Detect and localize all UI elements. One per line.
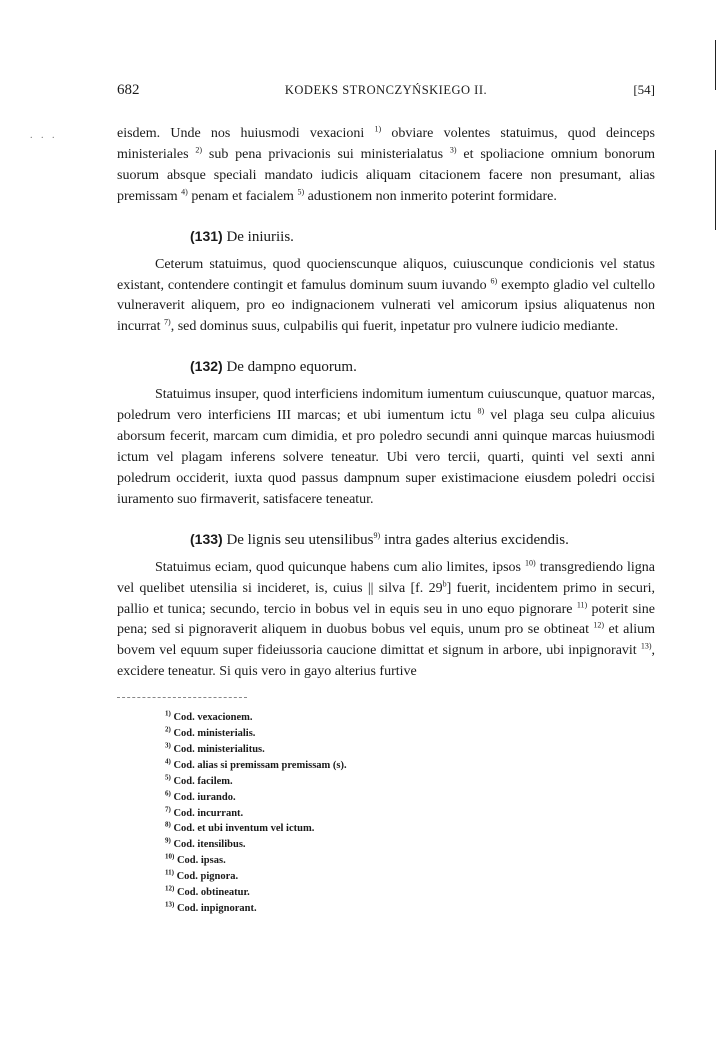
footnote-mark: 2) — [165, 725, 171, 734]
text-run: Ceterum statuimus, quod quocienscunque aliquos, cuiuscunque condicionis vel status existant, contendere contingit et famulus dominum suum iuvando — [117, 256, 655, 293]
stray-margin-dots: . . . — [30, 130, 58, 141]
footnote-item — [165, 901, 655, 917]
footnote-text: Cod. facilem. — [170, 775, 233, 787]
scan-edge-mark-mid — [715, 150, 716, 230]
text-run: penam et facialem — [187, 188, 298, 204]
footnote-mark: 10) — [165, 852, 175, 861]
footnote-text: Cod. et ubi inventum vel ictum. — [170, 823, 315, 835]
footnote-mark: 7) — [165, 805, 171, 814]
paragraph-132 — [117, 385, 655, 510]
footnote-item — [165, 726, 655, 742]
footnote-mark: 11) — [165, 868, 174, 877]
paragraph-continuation — [117, 124, 655, 208]
footnote-ref: 12) — [593, 620, 605, 630]
heading-number: (133) — [190, 530, 223, 547]
footnote-ref: 11) — [576, 599, 588, 609]
paragraph-131 — [117, 255, 655, 339]
text-run: eisdem. Unde nos huiusmodi vexacioni — [117, 126, 375, 141]
footnote-text: Cod. inpignorant. — [174, 903, 257, 914]
heading-title: De dampno equorum. — [226, 359, 357, 376]
main-text — [117, 124, 655, 683]
footnote-ref: 8) — [477, 406, 485, 416]
text-run: , sed dominus suus, culpabilis qui fuerit, inpetatur pro vulnere iudicio mediante. — [170, 319, 619, 335]
footnote-item — [165, 853, 655, 869]
footnote-text: Cod. ipsas. — [174, 855, 226, 867]
footnote-mark: 3) — [165, 741, 171, 750]
page-header — [117, 82, 655, 104]
text-run: , excidere teneatur. Si quis vero in gayo alterius furtive — [117, 643, 655, 680]
footnote-text: Cod. ministerialitus. — [170, 743, 265, 755]
section-marker: [54] — [633, 82, 655, 97]
footnotes — [117, 710, 655, 917]
footnote-mark: 8) — [165, 820, 171, 829]
footnote-mark: 13) — [165, 900, 175, 909]
footnote-item — [165, 758, 655, 774]
footnote-ref: 10) — [525, 558, 536, 568]
footnote-divider — [117, 697, 247, 698]
scan-edge-mark-top — [715, 40, 716, 90]
footnote-ref: 4) — [181, 187, 188, 197]
footnote-item — [165, 790, 655, 806]
heading-title-cont: intra gades alterius excidendis. — [380, 531, 569, 548]
footnote-mark: 6) — [165, 789, 171, 798]
footnote-text: Cod. iurando. — [170, 791, 236, 803]
footnote-mark: 1) — [165, 709, 171, 718]
running-title: KODEKS STRONCZYŃSKIEGO II. — [284, 83, 488, 97]
heading-title: De iniuriis. — [226, 228, 294, 245]
footnote-item — [165, 821, 655, 837]
footnote-ref: 3) — [449, 145, 457, 155]
footnote-text: Cod. vexacionem. — [170, 712, 253, 724]
footnote-text: Cod. incurrant. — [170, 807, 244, 819]
text-run: et spoliacione omnium bonorum suorum absque speciali mandato iudicis aliquam citacionem facere non presumant, alias premissam — [117, 146, 655, 204]
footnote-text: Cod. ministerialis. — [170, 728, 256, 740]
text-run: transgrediendo ligna vel quelibet utensilia si incideret, is, cuius || silva [f. 29 — [117, 559, 655, 596]
footnote-item — [165, 806, 655, 822]
heading-number: (131) — [190, 227, 223, 244]
page-number: 682 — [117, 82, 140, 98]
text-run: vel plaga seu culpa alicuius aborsum fecerit, marcam cum dimidia, et pro poledro secundi anni quinque marcas huiusmodi ictum vel plagam inferens solvere teneatur. Ubi vero tercii, quarti, quinti vel sexti anni poledrum occiderit, iuxta quod passus dampnum super existimacione eiusdem poledri occisi iuramento suo firmaverit, satisfacere teneatur. — [117, 408, 655, 507]
footnote-item — [165, 869, 655, 885]
text-run: sub pena privacionis sui ministerialatus — [202, 146, 450, 162]
footnote-text: Cod. pignora. — [173, 871, 239, 883]
footnote-mark: 4) — [165, 757, 171, 766]
text-run: Statuimus insuper, quod interficiens indomitum iumentum cuiuscunque, quatuor marcas, poledrum vero interficiens III marcas; et ubi iumentum ictu — [117, 387, 655, 424]
heading-131 — [117, 225, 655, 248]
footnote-mark: 5) — [165, 773, 171, 782]
footnote-text: Cod. itensilibus. — [170, 839, 246, 851]
footnote-item — [165, 742, 655, 758]
footnote-mark: 12) — [165, 884, 175, 893]
footnote-ref: 9) — [373, 530, 381, 540]
footnote-item — [165, 774, 655, 790]
text-run: ] fuerit, incidentem primo in securi, pallio et tunica; secundo, tercio in bobus vel in equis seu in uno equo pignorare — [117, 580, 655, 617]
heading-132 — [117, 355, 655, 378]
text-run: adustionem non inmerito poterint formidare. — [304, 188, 557, 204]
text-run: exempto gladio vel cultello vulneraverit aliquem, pro eo indignacionem vulnerati vel amicorum ipsius aliquatenus non incurrat — [117, 277, 656, 335]
book-page — [117, 82, 655, 917]
text-run: obviare volentes statuimus, quod deinceps ministeriales — [117, 126, 655, 162]
footnote-ref: b — [442, 578, 447, 588]
heading-number: (132) — [190, 358, 223, 375]
heading-133 — [117, 528, 655, 551]
footnote-text: Cod. obtineatur. — [174, 887, 250, 899]
text-run: Statuimus eciam, quod quicunque habens cum alio limites, ipsos — [155, 559, 526, 575]
paragraph-133 — [117, 558, 655, 683]
footnote-ref: 13) — [640, 641, 652, 651]
footnote-ref: 1) — [374, 124, 382, 134]
text-run: poterit sine pena; sed si pignoraverit aliquem in duobus bobus vel equis, unum pro se obtineat — [117, 601, 655, 638]
text-run: et alium bovem vel equum super fideiussoria caucione dimittat et signum in arbore, ubi inpignoravit — [117, 622, 655, 659]
footnote-mark: 9) — [165, 836, 171, 845]
footnote-ref: 2) — [195, 145, 203, 155]
footnote-text: Cod. alias si premissam premissam (s). — [170, 759, 347, 771]
footnote-ref: 5) — [297, 187, 305, 197]
footnote-ref: 6) — [490, 275, 498, 285]
footnote-ref: 7) — [164, 317, 171, 327]
footnote-item — [165, 885, 655, 901]
footnote-item — [165, 710, 655, 726]
footnote-item — [165, 837, 655, 853]
heading-title: De lignis seu utensilibus — [226, 531, 374, 548]
